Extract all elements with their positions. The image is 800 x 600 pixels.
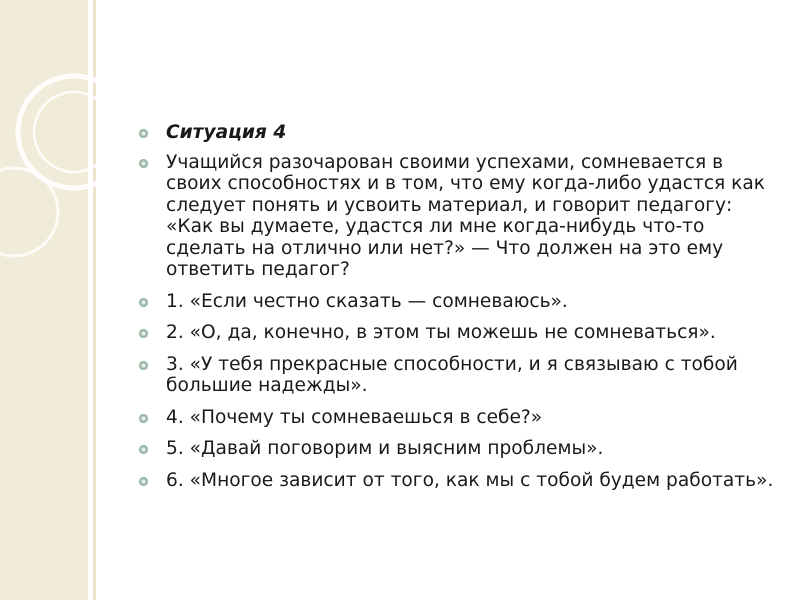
teal-circle-bullet-icon [138, 476, 149, 487]
bullet-text: Ситуация 4 [166, 122, 287, 143]
bullet-text: 4. «Почему ты сомневаешься в себе?» [166, 406, 543, 428]
decorative-rings-icon [0, 0, 100, 260]
answer-option-4 [136, 407, 776, 429]
answer-option-1 [136, 291, 776, 313]
bullet-text: 3. «У тебя прекрасные способности, и я связываю с тобой большие надежды». [166, 353, 738, 396]
bullet-text: Учащийся разочарован своими успехами, сомневается в своих способностях и в том, что ему когда-либо удастся как следует понять и усвоить материал, и говорит педагогу: «Как вы думаете, удастся ли мне когда-нибудь что-то сделать на отлично или нет?» — Что должен на это ему ответить педагог? [166, 151, 766, 280]
teal-circle-bullet-icon [138, 444, 149, 455]
teal-circle-bullet-icon [138, 360, 149, 371]
answer-option-6 [136, 470, 776, 492]
teal-circle-bullet-icon [138, 297, 149, 308]
situation-description [136, 152, 776, 281]
bullet-text: 6. «Многое зависит от того, как мы с тобой будем работать». [166, 469, 774, 491]
teal-circle-bullet-icon [138, 328, 149, 339]
situation-heading [136, 122, 776, 144]
answer-option-5 [136, 438, 776, 460]
bullet-text: 2. «О, да, конечно, в этом ты можешь не сомневаться». [166, 322, 716, 343]
teal-circle-bullet-icon [138, 128, 149, 139]
bullet-list [136, 122, 776, 491]
answer-option-3 [136, 354, 776, 397]
teal-circle-bullet-icon [138, 158, 149, 169]
slide-content [136, 122, 776, 501]
teal-circle-bullet-icon [138, 413, 149, 424]
bullet-text: 1. «Если честно сказать — сомневаюсь». [166, 290, 568, 312]
answer-option-2 [136, 322, 776, 344]
bullet-text: 5. «Давай поговорим и выясним проблемы». [166, 438, 604, 459]
